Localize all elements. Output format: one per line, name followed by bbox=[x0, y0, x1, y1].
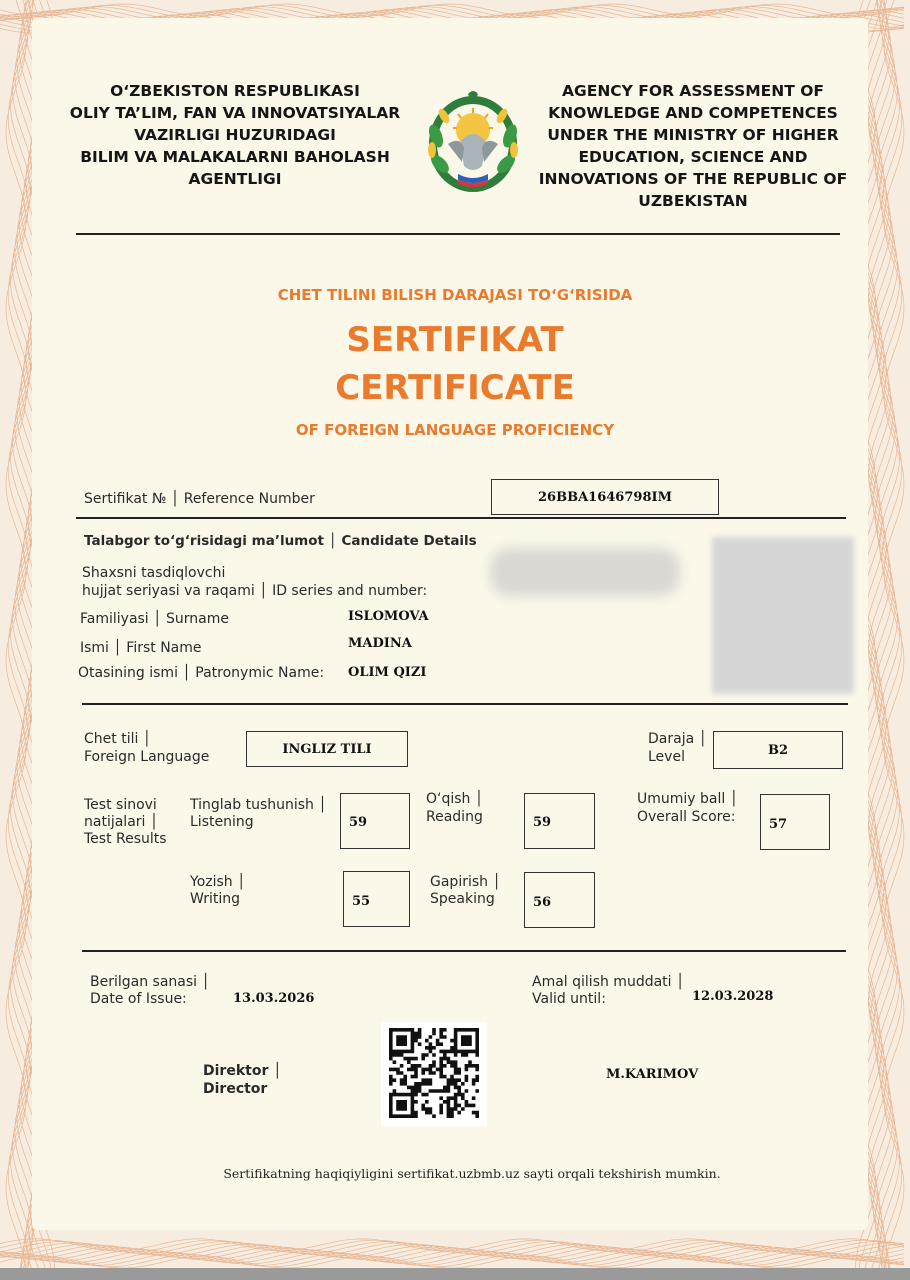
results-label-line3: Test Results bbox=[84, 831, 167, 847]
writing-score-box: 55 bbox=[343, 871, 410, 927]
candidate-divider bbox=[82, 703, 848, 705]
footer-verification-note: Sertifikatning haqiqiyligini sertifikat.uzbmb.uz sayti orqali tekshirish mumkin. bbox=[223, 1166, 721, 1181]
level-value-box: B2 bbox=[713, 731, 843, 769]
id-number-redacted bbox=[490, 548, 680, 596]
overall-label-line1: Umumiy ball │ bbox=[637, 791, 739, 807]
listening-score-box: 59 bbox=[340, 793, 410, 849]
listening-label-line1: Tinglab tushunish │ bbox=[190, 797, 327, 813]
header-divider bbox=[76, 233, 840, 235]
header-right-line: AGENCY FOR ASSESSMENT OF bbox=[562, 82, 824, 100]
reading-score-box: 59 bbox=[524, 793, 595, 849]
id-label-line1: Shaxsni tasdiqlovchi bbox=[82, 565, 226, 581]
title-subtitle-top: CHET TILINI BILISH DARAJASI TO‘G‘RISIDA bbox=[277, 286, 633, 304]
surname-value: ISLOMOVA bbox=[348, 609, 429, 624]
title-sertifikat: SERTIFIKAT bbox=[346, 320, 564, 360]
language-label-line2: Foreign Language bbox=[84, 749, 210, 765]
issue-label-line1: Berilgan sanasi │ bbox=[90, 974, 210, 990]
first-name-label: Ismi │ First Name bbox=[80, 640, 202, 656]
title-certificate: CERTIFICATE bbox=[335, 368, 575, 408]
overall-score-box: 57 bbox=[760, 794, 830, 850]
results-label-line2: natijalari │ bbox=[84, 814, 159, 830]
header-left-uzbek bbox=[60, 80, 410, 190]
speaking-score-box: 56 bbox=[524, 872, 595, 928]
results-divider bbox=[82, 950, 846, 952]
header-left-line: VAZIRLIGI HUZURIDAGI bbox=[134, 126, 336, 144]
qr-code-icon[interactable] bbox=[381, 1022, 487, 1126]
photo-redacted bbox=[712, 537, 854, 694]
state-emblem-icon bbox=[418, 86, 528, 196]
header-right-line: INNOVATIONS OF THE REPUBLIC OF bbox=[538, 170, 848, 188]
surname-label: Familiyasi │ Surname bbox=[80, 611, 230, 627]
reading-label-line1: O‘qish │ bbox=[426, 791, 484, 807]
header-left-line: AGENTLIGI bbox=[188, 170, 282, 188]
language-label-line1: Chet tili │ bbox=[84, 731, 152, 747]
results-label-line1: Test sinovi bbox=[84, 797, 157, 813]
speaking-label-line1: Gapirish │ bbox=[430, 874, 501, 890]
director-label-line1: Direktor │ bbox=[203, 1063, 282, 1079]
speaking-label-line2: Speaking bbox=[430, 891, 495, 907]
header-left-line: BILIM VA MALAKALARNI BAHOLASH bbox=[80, 148, 390, 166]
patronymic-value: OLIM QIZI bbox=[348, 665, 427, 680]
id-label-line2: hujjat seriyasi va raqami │ ID series and number: bbox=[82, 583, 428, 599]
valid-date-value: 12.03.2028 bbox=[692, 989, 774, 1004]
language-value-box: INGLIZ TILI bbox=[246, 731, 408, 767]
issue-date-value: 13.03.2026 bbox=[233, 991, 315, 1006]
reference-divider bbox=[76, 517, 846, 519]
director-label-line2: Director bbox=[203, 1081, 268, 1097]
first-name-value: MADINA bbox=[348, 636, 412, 651]
reading-label-line2: Reading bbox=[426, 809, 483, 825]
listening-label-line2: Listening bbox=[190, 814, 254, 830]
header-right-line: UZBEKISTAN bbox=[638, 192, 748, 210]
reference-number-box: 26BBA1646798IM bbox=[491, 479, 719, 515]
header-right-english bbox=[532, 80, 854, 212]
director-name-value: M.KARIMOV bbox=[606, 1067, 699, 1082]
qr-modules bbox=[389, 1028, 479, 1118]
level-label-line1: Daraja │ bbox=[648, 731, 708, 747]
writing-label-line2: Writing bbox=[190, 891, 240, 907]
header-right-line: KNOWLEDGE AND COMPETENCES bbox=[548, 104, 838, 122]
header-left-line: OLIY TA’LIM, FAN VA INNOVATSIYALAR bbox=[69, 104, 401, 122]
header-left-line: O‘ZBEKISTON RESPUBLIKASI bbox=[110, 82, 360, 100]
issue-label-line2: Date of Issue: bbox=[90, 991, 187, 1007]
valid-label-line1: Amal qilish muddati │ bbox=[532, 974, 685, 990]
header-right-line: UNDER THE MINISTRY OF HIGHER bbox=[547, 126, 839, 144]
patronymic-label: Otasining ismi │ Patronymic Name: bbox=[78, 665, 325, 681]
reference-label: Sertifikat № │ Reference Number bbox=[84, 491, 315, 507]
level-label-line2: Level bbox=[648, 749, 685, 765]
title-subtitle-bottom: OF FOREIGN LANGUAGE PROFICIENCY bbox=[295, 421, 615, 439]
writing-label-line1: Yozish │ bbox=[190, 874, 246, 890]
candidate-section-title: Talabgor to‘g‘risidagi ma’lumot │ Candidate Details bbox=[84, 533, 477, 549]
header-right-line: EDUCATION, SCIENCE AND bbox=[578, 148, 808, 166]
overall-label-line2: Overall Score: bbox=[637, 809, 736, 825]
scan-bottom-edge bbox=[0, 1268, 910, 1280]
valid-label-line2: Valid until: bbox=[532, 991, 606, 1007]
